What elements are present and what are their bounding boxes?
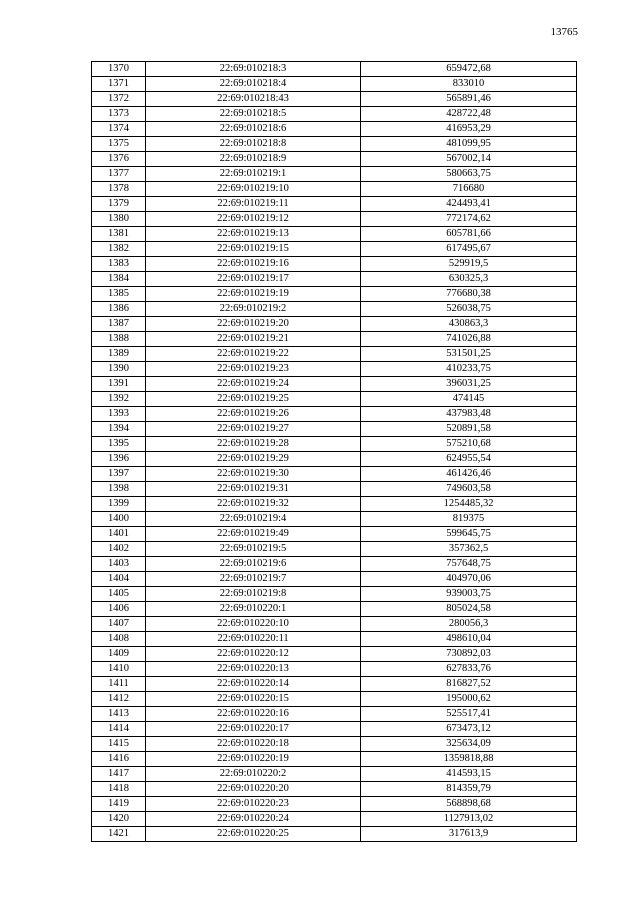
cadastral-number-cell: 22:69:010219:15 bbox=[146, 242, 361, 257]
row-number-cell: 1384 bbox=[92, 272, 146, 287]
row-number-cell: 1414 bbox=[92, 722, 146, 737]
table-row bbox=[92, 407, 577, 422]
row-number-cell: 1385 bbox=[92, 287, 146, 302]
cadastral-number-cell: 22:69:010219:11 bbox=[146, 197, 361, 212]
table-row bbox=[92, 632, 577, 647]
row-number-cell: 1386 bbox=[92, 302, 146, 317]
cadastral-number-cell: 22:69:010219:1 bbox=[146, 167, 361, 182]
cadastral-number-cell: 22:69:010218:5 bbox=[146, 107, 361, 122]
value-cell: 430863,3 bbox=[361, 317, 577, 332]
table-row bbox=[92, 242, 577, 257]
value-cell: 659472,68 bbox=[361, 62, 577, 77]
row-number-cell: 1412 bbox=[92, 692, 146, 707]
table-row bbox=[92, 512, 577, 527]
cadastral-number-cell: 22:69:010219:8 bbox=[146, 587, 361, 602]
value-cell: 599645,75 bbox=[361, 527, 577, 542]
value-cell: 819375 bbox=[361, 512, 577, 527]
row-number-cell: 1388 bbox=[92, 332, 146, 347]
table-row bbox=[92, 347, 577, 362]
row-number-cell: 1373 bbox=[92, 107, 146, 122]
value-cell: 617495,67 bbox=[361, 242, 577, 257]
row-number-cell: 1377 bbox=[92, 167, 146, 182]
row-number-cell: 1391 bbox=[92, 377, 146, 392]
cadastral-number-cell: 22:69:010219:49 bbox=[146, 527, 361, 542]
cadastral-number-cell: 22:69:010219:26 bbox=[146, 407, 361, 422]
cadastral-number-cell: 22:69:010218:43 bbox=[146, 92, 361, 107]
value-cell: 1359818,88 bbox=[361, 752, 577, 767]
value-cell: 317613,9 bbox=[361, 827, 577, 842]
table-row bbox=[92, 482, 577, 497]
row-number-cell: 1382 bbox=[92, 242, 146, 257]
cadastral-number-cell: 22:69:010220:2 bbox=[146, 767, 361, 782]
cadastral-number-cell: 22:69:010219:32 bbox=[146, 497, 361, 512]
value-cell: 805024,58 bbox=[361, 602, 577, 617]
value-cell: 531501,25 bbox=[361, 347, 577, 362]
cadastral-number-cell: 22:69:010220:15 bbox=[146, 692, 361, 707]
table-row bbox=[92, 62, 577, 77]
data-table bbox=[91, 61, 577, 842]
cadastral-number-cell: 22:69:010218:9 bbox=[146, 152, 361, 167]
cadastral-number-cell: 22:69:010219:21 bbox=[146, 332, 361, 347]
value-cell: 605781,66 bbox=[361, 227, 577, 242]
value-cell: 437983,48 bbox=[361, 407, 577, 422]
cadastral-number-cell: 22:69:010220:18 bbox=[146, 737, 361, 752]
value-cell: 580663,75 bbox=[361, 167, 577, 182]
row-number-cell: 1387 bbox=[92, 317, 146, 332]
value-cell: 939003,75 bbox=[361, 587, 577, 602]
value-cell: 575210,68 bbox=[361, 437, 577, 452]
table-row bbox=[92, 287, 577, 302]
value-cell: 776680,38 bbox=[361, 287, 577, 302]
cadastral-number-cell: 22:69:010219:10 bbox=[146, 182, 361, 197]
cadastral-number-cell: 22:69:010219:19 bbox=[146, 287, 361, 302]
table-row bbox=[92, 782, 577, 797]
cadastral-number-cell: 22:69:010219:22 bbox=[146, 347, 361, 362]
cadastral-number-cell: 22:69:010220:20 bbox=[146, 782, 361, 797]
table-row bbox=[92, 212, 577, 227]
row-number-cell: 1405 bbox=[92, 587, 146, 602]
cadastral-number-cell: 22:69:010219:13 bbox=[146, 227, 361, 242]
cadastral-number-cell: 22:69:010219:31 bbox=[146, 482, 361, 497]
table-row bbox=[92, 677, 577, 692]
value-cell: 520891,58 bbox=[361, 422, 577, 437]
cadastral-number-cell: 22:69:010220:25 bbox=[146, 827, 361, 842]
row-number-cell: 1394 bbox=[92, 422, 146, 437]
row-number-cell: 1417 bbox=[92, 767, 146, 782]
row-number-cell: 1372 bbox=[92, 92, 146, 107]
table-row bbox=[92, 647, 577, 662]
value-cell: 481099,95 bbox=[361, 137, 577, 152]
value-cell: 627833,76 bbox=[361, 662, 577, 677]
cadastral-number-cell: 22:69:010219:24 bbox=[146, 377, 361, 392]
table-row bbox=[92, 137, 577, 152]
value-cell: 757648,75 bbox=[361, 557, 577, 572]
table-row bbox=[92, 827, 577, 842]
row-number-cell: 1420 bbox=[92, 812, 146, 827]
row-number-cell: 1406 bbox=[92, 602, 146, 617]
value-cell: 424493,41 bbox=[361, 197, 577, 212]
value-cell: 428722,48 bbox=[361, 107, 577, 122]
value-cell: 772174,62 bbox=[361, 212, 577, 227]
table-row bbox=[92, 662, 577, 677]
value-cell: 1127913,02 bbox=[361, 812, 577, 827]
cadastral-number-cell: 22:69:010220:12 bbox=[146, 647, 361, 662]
cadastral-number-cell: 22:69:010219:28 bbox=[146, 437, 361, 452]
cadastral-number-cell: 22:69:010220:14 bbox=[146, 677, 361, 692]
value-cell: 474145 bbox=[361, 392, 577, 407]
value-cell: 567002,14 bbox=[361, 152, 577, 167]
table-row bbox=[92, 257, 577, 272]
row-number-cell: 1421 bbox=[92, 827, 146, 842]
cadastral-number-cell: 22:69:010219:4 bbox=[146, 512, 361, 527]
cadastral-number-cell: 22:69:010220:23 bbox=[146, 797, 361, 812]
cadastral-number-cell: 22:69:010220:10 bbox=[146, 617, 361, 632]
value-cell: 565891,46 bbox=[361, 92, 577, 107]
row-number-cell: 1401 bbox=[92, 527, 146, 542]
table-row bbox=[92, 152, 577, 167]
table-row bbox=[92, 737, 577, 752]
table-row bbox=[92, 317, 577, 332]
table-body bbox=[92, 62, 577, 842]
table-row bbox=[92, 227, 577, 242]
table-row bbox=[92, 467, 577, 482]
row-number-cell: 1413 bbox=[92, 707, 146, 722]
table-row bbox=[92, 437, 577, 452]
value-cell: 325634,09 bbox=[361, 737, 577, 752]
value-cell: 525517,41 bbox=[361, 707, 577, 722]
table-row bbox=[92, 362, 577, 377]
value-cell: 741026,88 bbox=[361, 332, 577, 347]
value-cell: 749603,58 bbox=[361, 482, 577, 497]
row-number-cell: 1410 bbox=[92, 662, 146, 677]
cadastral-number-cell: 22:69:010219:27 bbox=[146, 422, 361, 437]
value-cell: 280056,3 bbox=[361, 617, 577, 632]
value-cell: 526038,75 bbox=[361, 302, 577, 317]
cadastral-number-cell: 22:69:010218:3 bbox=[146, 62, 361, 77]
row-number-cell: 1392 bbox=[92, 392, 146, 407]
row-number-cell: 1393 bbox=[92, 407, 146, 422]
row-number-cell: 1374 bbox=[92, 122, 146, 137]
cadastral-number-cell: 22:69:010219:25 bbox=[146, 392, 361, 407]
table-row bbox=[92, 767, 577, 782]
value-cell: 1254485,32 bbox=[361, 497, 577, 512]
cadastral-number-cell: 22:69:010220:17 bbox=[146, 722, 361, 737]
table-row bbox=[92, 557, 577, 572]
row-number-cell: 1400 bbox=[92, 512, 146, 527]
cadastral-number-cell: 22:69:010219:23 bbox=[146, 362, 361, 377]
table-row bbox=[92, 617, 577, 632]
row-number-cell: 1407 bbox=[92, 617, 146, 632]
table-row bbox=[92, 497, 577, 512]
cadastral-number-cell: 22:69:010219:5 bbox=[146, 542, 361, 557]
row-number-cell: 1402 bbox=[92, 542, 146, 557]
value-cell: 404970,06 bbox=[361, 572, 577, 587]
value-cell: 414593,15 bbox=[361, 767, 577, 782]
value-cell: 814359,79 bbox=[361, 782, 577, 797]
row-number-cell: 1416 bbox=[92, 752, 146, 767]
row-number-cell: 1415 bbox=[92, 737, 146, 752]
table-row bbox=[92, 527, 577, 542]
cadastral-number-cell: 22:69:010219:20 bbox=[146, 317, 361, 332]
row-number-cell: 1419 bbox=[92, 797, 146, 812]
value-cell: 357362,5 bbox=[361, 542, 577, 557]
table-row bbox=[92, 797, 577, 812]
table-row bbox=[92, 392, 577, 407]
row-number-cell: 1399 bbox=[92, 497, 146, 512]
value-cell: 396031,25 bbox=[361, 377, 577, 392]
cadastral-number-cell: 22:69:010219:30 bbox=[146, 467, 361, 482]
row-number-cell: 1409 bbox=[92, 647, 146, 662]
table-row bbox=[92, 302, 577, 317]
value-cell: 498610,04 bbox=[361, 632, 577, 647]
table-row bbox=[92, 752, 577, 767]
value-cell: 624955,54 bbox=[361, 452, 577, 467]
cadastral-number-cell: 22:69:010219:17 bbox=[146, 272, 361, 287]
table-row bbox=[92, 602, 577, 617]
value-cell: 730892,03 bbox=[361, 647, 577, 662]
cadastral-number-cell: 22:69:010219:7 bbox=[146, 572, 361, 587]
cadastral-number-cell: 22:69:010219:2 bbox=[146, 302, 361, 317]
cadastral-number-cell: 22:69:010219:29 bbox=[146, 452, 361, 467]
table-row bbox=[92, 377, 577, 392]
row-number-cell: 1380 bbox=[92, 212, 146, 227]
row-number-cell: 1379 bbox=[92, 197, 146, 212]
value-cell: 410233,75 bbox=[361, 362, 577, 377]
value-cell: 568898,68 bbox=[361, 797, 577, 812]
value-cell: 630325,3 bbox=[361, 272, 577, 287]
cadastral-number-cell: 22:69:010220:1 bbox=[146, 602, 361, 617]
table-row bbox=[92, 332, 577, 347]
table-row bbox=[92, 572, 577, 587]
value-cell: 673473,12 bbox=[361, 722, 577, 737]
cadastral-number-cell: 22:69:010218:6 bbox=[146, 122, 361, 137]
table-row bbox=[92, 692, 577, 707]
table-row bbox=[92, 77, 577, 92]
table-row bbox=[92, 722, 577, 737]
cadastral-number-cell: 22:69:010218:4 bbox=[146, 77, 361, 92]
value-cell: 195000,62 bbox=[361, 692, 577, 707]
cadastral-number-cell: 22:69:010220:16 bbox=[146, 707, 361, 722]
table-row bbox=[92, 587, 577, 602]
cadastral-number-cell: 22:69:010220:11 bbox=[146, 632, 361, 647]
cadastral-number-cell: 22:69:010219:6 bbox=[146, 557, 361, 572]
row-number-cell: 1418 bbox=[92, 782, 146, 797]
row-number-cell: 1395 bbox=[92, 437, 146, 452]
cadastral-number-cell: 22:69:010219:16 bbox=[146, 257, 361, 272]
row-number-cell: 1398 bbox=[92, 482, 146, 497]
table-row bbox=[92, 542, 577, 557]
value-cell: 816827,52 bbox=[361, 677, 577, 692]
row-number-cell: 1390 bbox=[92, 362, 146, 377]
table-row bbox=[92, 182, 577, 197]
row-number-cell: 1371 bbox=[92, 77, 146, 92]
row-number-cell: 1389 bbox=[92, 347, 146, 362]
table-row bbox=[92, 272, 577, 287]
cadastral-number-cell: 22:69:010218:8 bbox=[146, 137, 361, 152]
row-number-cell: 1403 bbox=[92, 557, 146, 572]
cadastral-number-cell: 22:69:010220:24 bbox=[146, 812, 361, 827]
table-row bbox=[92, 707, 577, 722]
table-row bbox=[92, 812, 577, 827]
row-number-cell: 1378 bbox=[92, 182, 146, 197]
row-number-cell: 1396 bbox=[92, 452, 146, 467]
value-cell: 833010 bbox=[361, 77, 577, 92]
value-cell: 716680 bbox=[361, 182, 577, 197]
cadastral-number-cell: 22:69:010219:12 bbox=[146, 212, 361, 227]
value-cell: 416953,29 bbox=[361, 122, 577, 137]
row-number-cell: 1397 bbox=[92, 467, 146, 482]
row-number-cell: 1370 bbox=[92, 62, 146, 77]
value-cell: 461426,46 bbox=[361, 467, 577, 482]
table-row bbox=[92, 107, 577, 122]
row-number-cell: 1404 bbox=[92, 572, 146, 587]
row-number-cell: 1376 bbox=[92, 152, 146, 167]
page-number: 13765 bbox=[550, 26, 578, 38]
table-row bbox=[92, 452, 577, 467]
row-number-cell: 1381 bbox=[92, 227, 146, 242]
value-cell: 529919,5 bbox=[361, 257, 577, 272]
table-row bbox=[92, 197, 577, 212]
table-row bbox=[92, 167, 577, 182]
table-row bbox=[92, 92, 577, 107]
cadastral-number-cell: 22:69:010220:13 bbox=[146, 662, 361, 677]
row-number-cell: 1375 bbox=[92, 137, 146, 152]
row-number-cell: 1408 bbox=[92, 632, 146, 647]
table-row bbox=[92, 122, 577, 137]
row-number-cell: 1383 bbox=[92, 257, 146, 272]
cadastral-number-cell: 22:69:010220:19 bbox=[146, 752, 361, 767]
table-row bbox=[92, 422, 577, 437]
row-number-cell: 1411 bbox=[92, 677, 146, 692]
